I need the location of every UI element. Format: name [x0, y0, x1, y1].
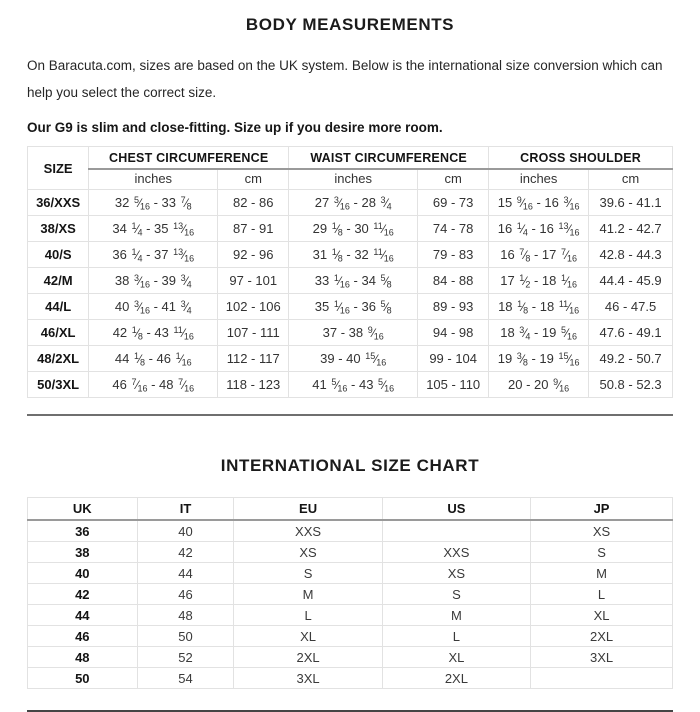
shoulder-cm-cell: 46 - 47.5: [589, 294, 673, 320]
size-row: [28, 216, 673, 242]
chest-inches-cell: 32 $^5⁄_{16} - 33$ $^7⁄_8$: [89, 190, 218, 216]
unit-header-waist-inches: inches: [289, 169, 418, 190]
size-cell: 48/2XL: [28, 346, 89, 372]
international-size-table: [27, 497, 673, 689]
unit-header-shoulder-cm: cm: [589, 169, 673, 190]
size-column-header: SIZE: [28, 147, 89, 190]
us-cell: S: [382, 584, 530, 605]
intl-row: [28, 542, 673, 563]
uk-cell: 38: [28, 542, 138, 563]
uk-cell: 44: [28, 605, 138, 626]
us-cell: XL: [382, 647, 530, 668]
size-cell: 38/XS: [28, 216, 89, 242]
fit-note: Our G9 is slim and close-fitting. Size up if you desire more room.: [27, 120, 443, 135]
chest-cm-cell: 97 - 101: [218, 268, 289, 294]
it-cell: 54: [137, 668, 234, 689]
chest-cm-cell: 87 - 91: [218, 216, 289, 242]
waist-inches-cell: 29 $^1⁄_8 - 30$ $^{11}⁄_{16}$: [289, 216, 418, 242]
eu-cell: XXS: [234, 520, 382, 542]
unit-header-row: [28, 169, 673, 190]
us-cell: L: [382, 626, 530, 647]
us-cell: XS: [382, 563, 530, 584]
waist-cm-cell: 79 - 83: [418, 242, 489, 268]
column-header-us: US: [382, 498, 530, 521]
uk-cell: 48: [28, 647, 138, 668]
intl-row: [28, 584, 673, 605]
unit-header-chest-inches: inches: [89, 169, 218, 190]
size-row: [28, 190, 673, 216]
unit-header-shoulder-inches: inches: [489, 169, 589, 190]
column-header-jp: JP: [531, 498, 673, 521]
waist-cm-cell: 94 - 98: [418, 320, 489, 346]
group-header-row: [28, 147, 673, 170]
us-cell: [382, 520, 530, 542]
column-header-eu: EU: [234, 498, 382, 521]
unit-header-chest-cm: cm: [218, 169, 289, 190]
jp-cell: [531, 668, 673, 689]
shoulder-cm-cell: 42.8 - 44.3: [589, 242, 673, 268]
shoulder-inches-cell: 17 $^1⁄_2 - 18$ $^1⁄_{16}$: [489, 268, 589, 294]
intl-header-row: [28, 498, 673, 521]
chest-inches-cell: 36 $^1⁄_4 - 37$ $^{13}⁄_{16}$: [89, 242, 218, 268]
intl-row: [28, 626, 673, 647]
eu-cell: 3XL: [234, 668, 382, 689]
waist-inches-cell: 37 - 38 $^9⁄_{16}$: [289, 320, 418, 346]
it-cell: 42: [137, 542, 234, 563]
chest-cm-cell: 82 - 86: [218, 190, 289, 216]
waist-inches-cell: 33 $^1⁄_{16} - 34$ $^5⁄_8$: [289, 268, 418, 294]
chest-cm-cell: 112 - 117: [218, 346, 289, 372]
it-cell: 46: [137, 584, 234, 605]
waist-cm-cell: 84 - 88: [418, 268, 489, 294]
size-row: [28, 242, 673, 268]
chest-cm-cell: 107 - 111: [218, 320, 289, 346]
us-cell: M: [382, 605, 530, 626]
waist-cm-cell: 89 - 93: [418, 294, 489, 320]
size-cell: 36/XXS: [28, 190, 89, 216]
us-cell: XXS: [382, 542, 530, 563]
waist-inches-cell: 31 $^1⁄_8 - 32$ $^{11}⁄_{16}$: [289, 242, 418, 268]
it-cell: 52: [137, 647, 234, 668]
jp-cell: M: [531, 563, 673, 584]
size-cell: 44/L: [28, 294, 89, 320]
chest-inches-cell: 44 $^1⁄_8 - 46$ $^1⁄_{16}$: [89, 346, 218, 372]
eu-cell: L: [234, 605, 382, 626]
intl-row: [28, 668, 673, 689]
chest-cm-cell: 102 - 106: [218, 294, 289, 320]
shoulder-cm-cell: 49.2 - 50.7: [589, 346, 673, 372]
uk-cell: 40: [28, 563, 138, 584]
waist-inches-cell: 27 $^3⁄_{16} - 28$ $^3⁄_4$: [289, 190, 418, 216]
jp-cell: XS: [531, 520, 673, 542]
size-row: [28, 346, 673, 372]
intro-text: On Baracuta.com, sizes are based on the UK system. Below is the international size conversion which can help you select the correct size.: [27, 58, 663, 100]
eu-cell: S: [234, 563, 382, 584]
column-header-it: IT: [137, 498, 234, 521]
group-header-waist: WAIST CIRCUMFERENCE: [289, 147, 489, 170]
shoulder-cm-cell: 50.8 - 52.3: [589, 372, 673, 398]
shoulder-inches-cell: 18 $^1⁄_8 - 18$ $^{11}⁄_{16}$: [489, 294, 589, 320]
chest-inches-cell: 46 $^7⁄_{16} - 48$ $^7⁄_{16}$: [89, 372, 218, 398]
chest-inches-cell: 40 $^3⁄_{16} - 41$ $^3⁄_4$: [89, 294, 218, 320]
waist-cm-cell: 74 - 78: [418, 216, 489, 242]
uk-cell: 42: [28, 584, 138, 605]
it-cell: 50: [137, 626, 234, 647]
body-measurements-table: [27, 146, 673, 398]
waist-inches-cell: 39 - 40 $^{15}⁄_{16}$: [289, 346, 418, 372]
shoulder-inches-cell: 16 $^1⁄_4 - 16$ $^{13}⁄_{16}$: [489, 216, 589, 242]
size-row: [28, 268, 673, 294]
size-cell: 42/M: [28, 268, 89, 294]
intl-row: [28, 520, 673, 542]
column-header-uk: UK: [28, 498, 138, 521]
uk-cell: 46: [28, 626, 138, 647]
section-divider: [27, 414, 673, 416]
eu-cell: 2XL: [234, 647, 382, 668]
it-cell: 48: [137, 605, 234, 626]
size-cell: 46/XL: [28, 320, 89, 346]
us-cell: 2XL: [382, 668, 530, 689]
waist-cm-cell: 69 - 73: [418, 190, 489, 216]
it-cell: 44: [137, 563, 234, 584]
intl-row: [28, 647, 673, 668]
size-row: [28, 320, 673, 346]
size-row: [28, 372, 673, 398]
eu-cell: M: [234, 584, 382, 605]
eu-cell: XS: [234, 542, 382, 563]
jp-cell: 3XL: [531, 647, 673, 668]
page-title: BODY MEASUREMENTS: [245, 15, 455, 34]
jp-cell: XL: [531, 605, 673, 626]
shoulder-cm-cell: 47.6 - 49.1: [589, 320, 673, 346]
waist-inches-cell: 35 $^1⁄_{16} - 36$ $^5⁄_8$: [289, 294, 418, 320]
size-cell: 50/3XL: [28, 372, 89, 398]
size-row: [28, 294, 673, 320]
chest-inches-cell: 42 $^1⁄_8 - 43$ $^{11}⁄_{16}$: [89, 320, 218, 346]
shoulder-inches-cell: 16 $^7⁄_8 - 17$ $^7⁄_{16}$: [489, 242, 589, 268]
jp-cell: L: [531, 584, 673, 605]
eu-cell: XL: [234, 626, 382, 647]
intl-row: [28, 605, 673, 626]
group-header-shoulder: CROSS SHOULDER: [489, 147, 673, 170]
unit-header-waist-cm: cm: [418, 169, 489, 190]
shoulder-cm-cell: 41.2 - 42.7: [589, 216, 673, 242]
waist-cm-cell: 99 - 104: [418, 346, 489, 372]
uk-cell: 36: [28, 520, 138, 542]
uk-cell: 50: [28, 668, 138, 689]
chest-inches-cell: 34 $^1⁄_4 - 35$ $^{13}⁄_{16}$: [89, 216, 218, 242]
chest-inches-cell: 38 $^3⁄_{16} - 39$ $^3⁄_4$: [89, 268, 218, 294]
size-cell: 40/S: [28, 242, 89, 268]
shoulder-cm-cell: 39.6 - 41.1: [589, 190, 673, 216]
jp-cell: S: [531, 542, 673, 563]
shoulder-inches-cell: 15 $^9⁄_{16} - 16$ $^3⁄_{16}$: [489, 190, 589, 216]
jp-cell: 2XL: [531, 626, 673, 647]
chest-cm-cell: 92 - 96: [218, 242, 289, 268]
it-cell: 40: [137, 520, 234, 542]
waist-cm-cell: 105 - 110: [418, 372, 489, 398]
shoulder-inches-cell: 18 $^3⁄_4 - 19$ $^5⁄_{16}$: [489, 320, 589, 346]
shoulder-inches-cell: 19 $^3⁄_8 - 19$ $^{15}⁄_{16}$: [489, 346, 589, 372]
shoulder-inches-cell: 20 - 20 $^9⁄_{16}$: [489, 372, 589, 398]
chest-cm-cell: 118 - 123: [218, 372, 289, 398]
waist-inches-cell: 41 $^5⁄_{16} - 43$ $^5⁄_{16}$: [289, 372, 418, 398]
international-chart-title: INTERNATIONAL SIZE CHART: [220, 456, 480, 475]
intl-row: [28, 563, 673, 584]
shoulder-cm-cell: 44.4 - 45.9: [589, 268, 673, 294]
group-header-chest: CHEST CIRCUMFERENCE: [89, 147, 289, 170]
